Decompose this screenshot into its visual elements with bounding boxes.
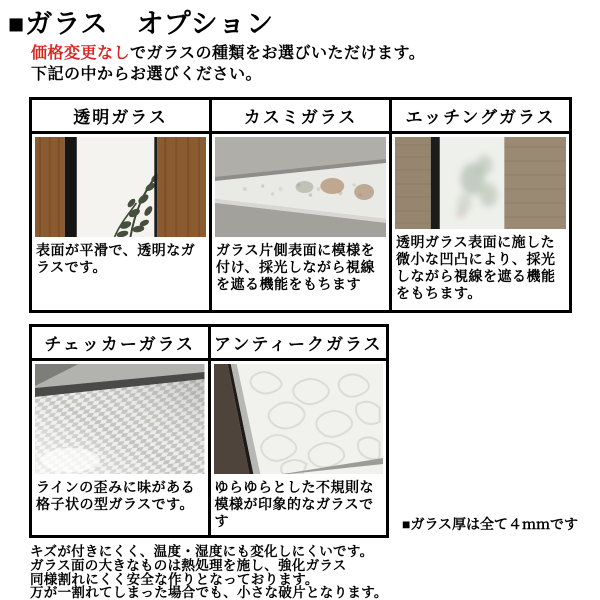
glass-thickness-note: ■ガラス厚は全て４ｍｍです xyxy=(402,516,579,532)
footer-line-1: キズが付きにくく、温度・湿度にも変化しにくいです。 xyxy=(30,544,374,559)
glass-options-table-1 xyxy=(29,97,572,313)
page-title: ■ガラス オプション xyxy=(8,9,275,39)
intro-line-1 xyxy=(31,43,425,64)
glass-options-table-2 xyxy=(29,324,389,538)
etching-glass-header: エッチングガラス xyxy=(392,100,569,134)
column-clear-glass xyxy=(32,100,209,310)
intro-line-2: 下記の中からお選びください。 xyxy=(31,66,263,83)
etching-glass-door-photo xyxy=(395,137,566,229)
footer-line-2: ガラス面の大きなものは熱処理を施し、強化ガラス xyxy=(30,557,347,573)
footer-line-4: 万が一割れてしまった場合でも、小さな破片となります。 xyxy=(30,585,388,600)
footer-notes xyxy=(30,545,388,600)
footer-line-3: 同様割れにくく安全な作りとなっております。 xyxy=(30,571,319,587)
checker-glass-description: ラインの歪みに味がある格子状の型ガラスです。 xyxy=(36,479,196,512)
kasumi-glass-header: カスミガラス xyxy=(212,100,389,134)
antique-glass-description: ゆらゆらとした不規則な模様が印象的なガラスです xyxy=(214,479,374,529)
antique-glass-header: アンティークガラス xyxy=(211,327,387,361)
column-kasumi-glass xyxy=(209,100,389,310)
clear-glass-description: 表面が平滑で、透明なガラスです。 xyxy=(36,242,196,275)
column-checker-glass xyxy=(32,327,208,535)
etching-glass-description: 透明ガラス表面に施した微小な凹凸により、採光しながら視線を遮る機能をもちます。 xyxy=(396,234,556,301)
intro-line-1-rest: でガラスの種類をお選びいただけます。 xyxy=(130,45,426,62)
intro-text xyxy=(31,43,425,85)
antique-glass-photo xyxy=(214,364,384,474)
column-antique-glass xyxy=(208,327,387,535)
checker-glass-header: チェッカーガラス xyxy=(32,327,208,361)
no-price-change-highlight: 価格変更なし xyxy=(31,45,131,62)
clear-glass-door-photo xyxy=(35,137,206,237)
column-etching-glass xyxy=(389,100,569,310)
checker-glass-photo xyxy=(35,364,205,474)
kasumi-glass-description: ガラス片側表面に模様を付け、採光しながら視線を遮る機能をもちます xyxy=(216,242,376,292)
kasumi-glass-door-photo xyxy=(215,137,386,237)
clear-glass-header: 透明ガラス xyxy=(32,100,209,134)
